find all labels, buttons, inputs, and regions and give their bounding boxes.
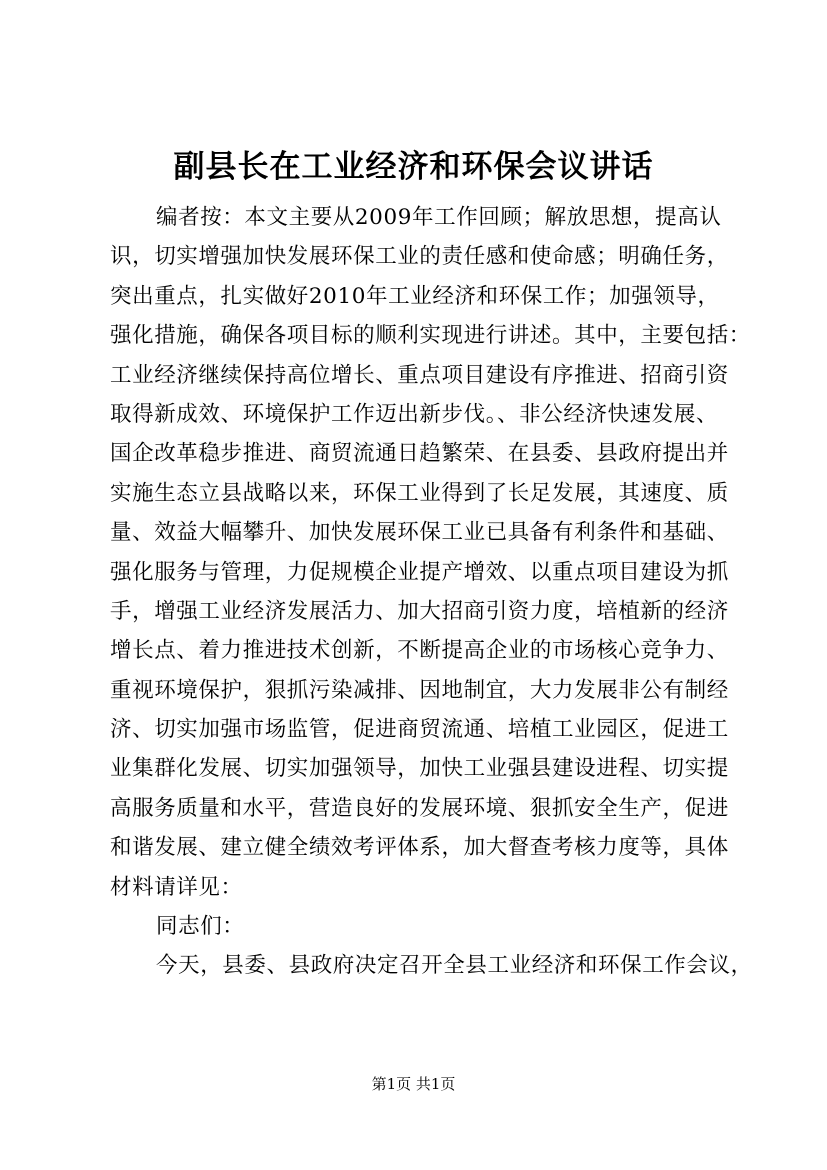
paragraph-line: 业集群化发展、切实加强领导，加快工业强县建设进程、切实提 <box>110 756 729 782</box>
paragraph-line: 突出重点，扎实做好2010年工业经济和环保工作；加强领导， <box>110 283 720 309</box>
paragraph-line: 高服务质量和水平，营造良好的发展环境、狠抓安全生产，促进 <box>110 795 729 821</box>
paragraph-line: 编者按：本文主要从2009年工作回顾；解放思想，提高认 <box>156 205 722 230</box>
paragraph-line: 手，增强工业经济发展活力、加大招商引资力度，培植新的经济 <box>110 598 729 624</box>
page-footer: 第1页 共1页 <box>371 1075 456 1093</box>
document-body <box>110 198 753 986</box>
paragraph-line: 今天，县委、县政府决定召开全县工业经济和环保工作会议， <box>156 953 753 979</box>
salutation-line: 同志们： <box>156 914 245 940</box>
paragraph-line: 济、切实加强市场监管，促进商贸流通、培植工业园区，促进工 <box>110 717 729 743</box>
paragraph-line: 国企改革稳步推进、商贸流通日趋繁荣、在县委、县政府提出并 <box>110 441 729 467</box>
paragraph-line: 材料请详见： <box>110 874 243 900</box>
paragraph-line: 强化措施，确保各项目标的顺利实现进行讲述。其中，主要包括： <box>110 323 751 349</box>
paragraph-line: 重视环境保护，狠抓污染减排、因地制宜，大力发展非公有制经 <box>110 677 729 703</box>
page-title: 副县长在工业经济和环保会议讲话 <box>173 149 654 185</box>
paragraph-line: 量、效益大幅攀升、加快发展环保工业已具备有利条件和基础、 <box>110 520 729 546</box>
paragraph-line: 识，切实增强加快发展环保工业的责任感和使命感；明确任务， <box>110 244 729 270</box>
paragraph-line: 工业经济继续保持高位增长、重点项目建设有序推进、招商引资 <box>110 362 729 388</box>
paragraph-line: 增长点、着力推进技术创新，不断提高企业的市场核心竞争力、 <box>110 638 729 664</box>
paragraph-line: 实施生态立县战略以来，环保工业得到了长足发展，其速度、质 <box>110 480 729 506</box>
paragraph-line: 强化服务与管理，力促规模企业提产增效、以重点项目建设为抓 <box>110 559 729 585</box>
paragraph-line: 和谐发展、建立健全绩效考评体系，加大督查考核力度等，具体 <box>110 835 729 861</box>
paragraph-line: 取得新成效、环境保护工作迈出新步伐。、非公经济快速发展、 <box>110 401 719 427</box>
